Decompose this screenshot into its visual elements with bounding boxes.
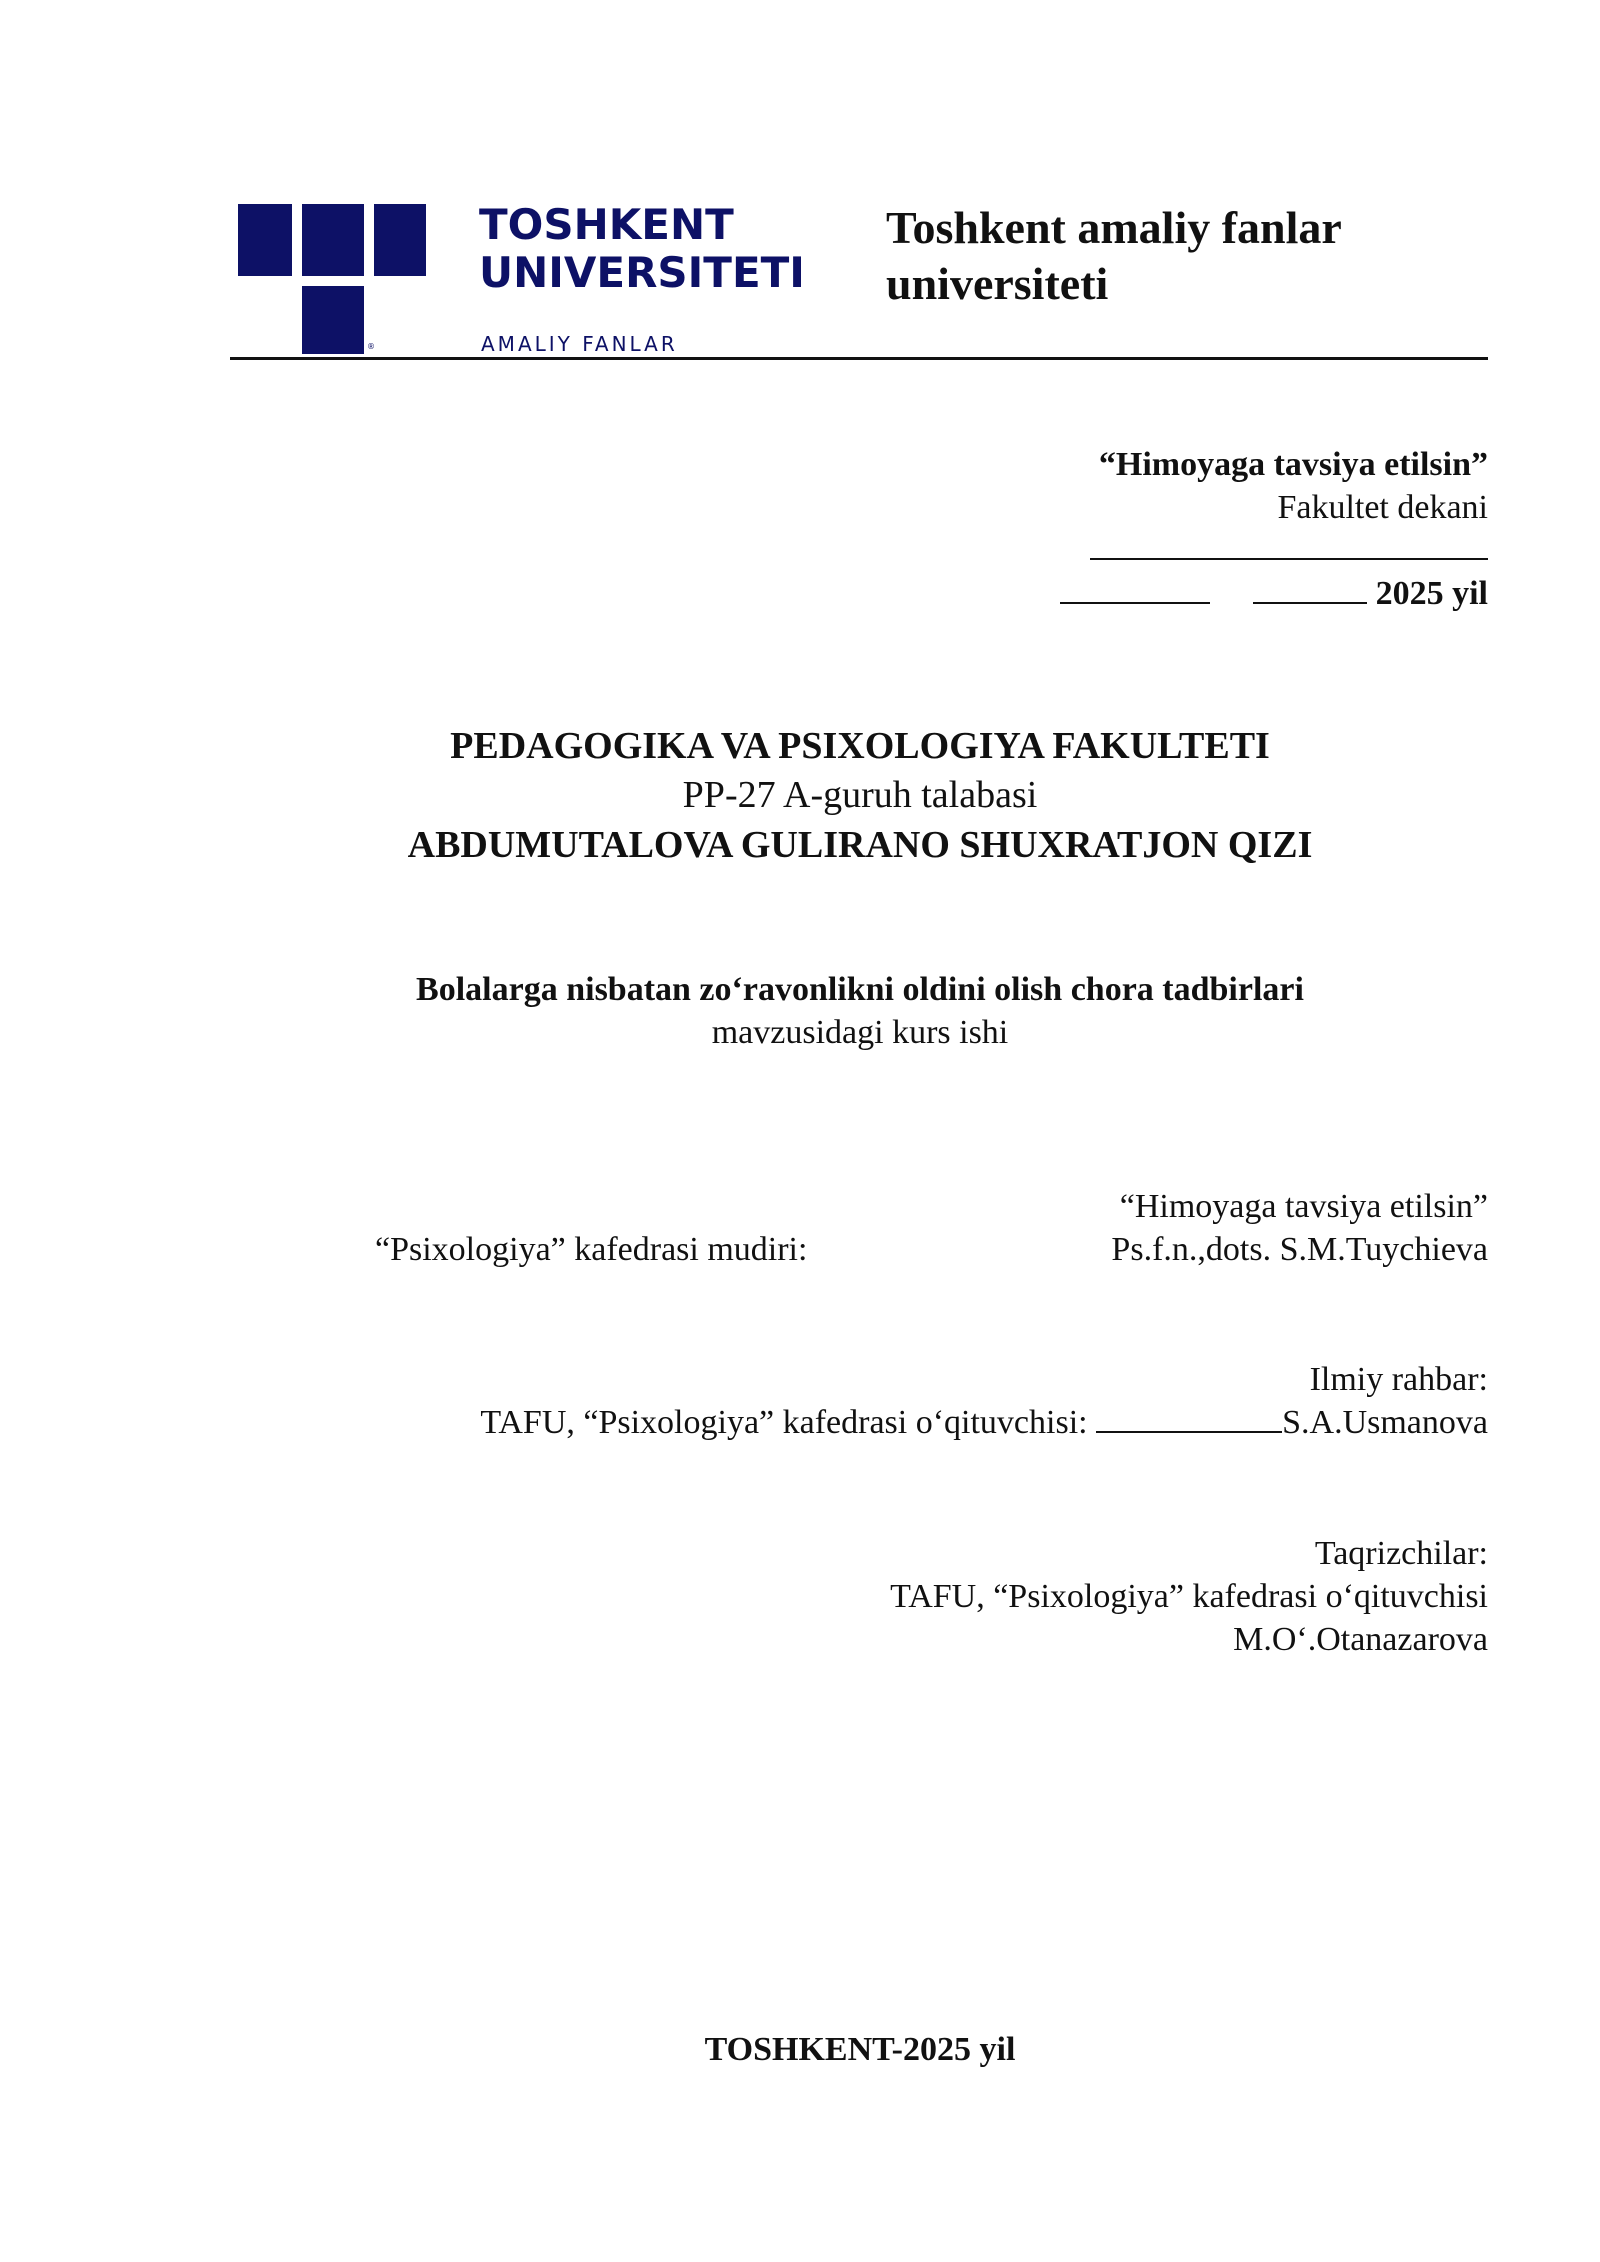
approval-date-line bbox=[1060, 574, 1488, 615]
logo-square-2 bbox=[302, 204, 364, 276]
approval-role: Fakultet dekani bbox=[1277, 489, 1488, 526]
approval-quote: “Himoyaga tavsiya etilsin” bbox=[1098, 446, 1488, 483]
reviewers-label: Taqrizchilar: bbox=[1314, 1535, 1488, 1572]
advisor-signature-blank bbox=[1096, 1403, 1282, 1433]
department-head-name: Ps.f.n.,dots. S.M.Tuychieva bbox=[1111, 1231, 1488, 1268]
header-divider bbox=[230, 357, 1488, 360]
faculty-name: PEDAGOGIKA VA PSIXOLOGIYA FAKULTETI bbox=[450, 725, 1270, 767]
department-quote: “Himoyaga tavsiya etilsin” bbox=[1119, 1188, 1488, 1225]
signature-blank bbox=[1090, 530, 1488, 560]
logo-text-line1: TOSHKENT bbox=[479, 200, 734, 249]
approval-signature-line bbox=[1090, 530, 1488, 571]
footer-city-year: TOSHKENT-2025 yil bbox=[704, 2031, 1016, 2068]
topic-subtitle: mavzusidagi kurs ishi bbox=[711, 1014, 1009, 1051]
advisor-name: S.A.Usmanova bbox=[1282, 1404, 1488, 1441]
logo-registered-mark: ® bbox=[367, 342, 375, 351]
logo-square-3 bbox=[374, 204, 426, 276]
topic-title: Bolalarga nisbatan zoʻravonlikni oldini olish chora tadbirlari bbox=[416, 971, 1304, 1008]
approval-year: 2025 yil bbox=[1375, 575, 1488, 612]
reviewers-name: M.Oʻ.Otanazarova bbox=[1233, 1621, 1488, 1658]
advisor-position: TAFU, “Psixologiya” kafedrasi oʻqituvchisi: bbox=[480, 1404, 1088, 1441]
student-group: PP-27 A-guruh talabasi bbox=[682, 774, 1038, 816]
logo-text-line2: UNIVERSITETI bbox=[479, 248, 805, 297]
date-month-blank bbox=[1253, 574, 1367, 604]
advisor-line bbox=[480, 1403, 1488, 1444]
reviewers-position: TAFU, “Psixologiya” kafedrasi oʻqituvchisi bbox=[890, 1578, 1488, 1615]
logo-subtitle: AMALIY FANLAR bbox=[481, 332, 678, 356]
department-head-label: “Psixologiya” kafedrasi mudiri: bbox=[375, 1231, 808, 1268]
date-day-blank bbox=[1060, 574, 1210, 604]
university-name: Toshkent amaliy fanlar universiteti bbox=[886, 202, 1341, 310]
logo-square-4 bbox=[302, 286, 364, 354]
advisor-label: Ilmiy rahbar: bbox=[1309, 1361, 1488, 1398]
logo-square-1 bbox=[238, 204, 292, 276]
student-name: ABDUMUTALOVA GULIRANO SHUXRATJON QIZI bbox=[407, 824, 1313, 866]
